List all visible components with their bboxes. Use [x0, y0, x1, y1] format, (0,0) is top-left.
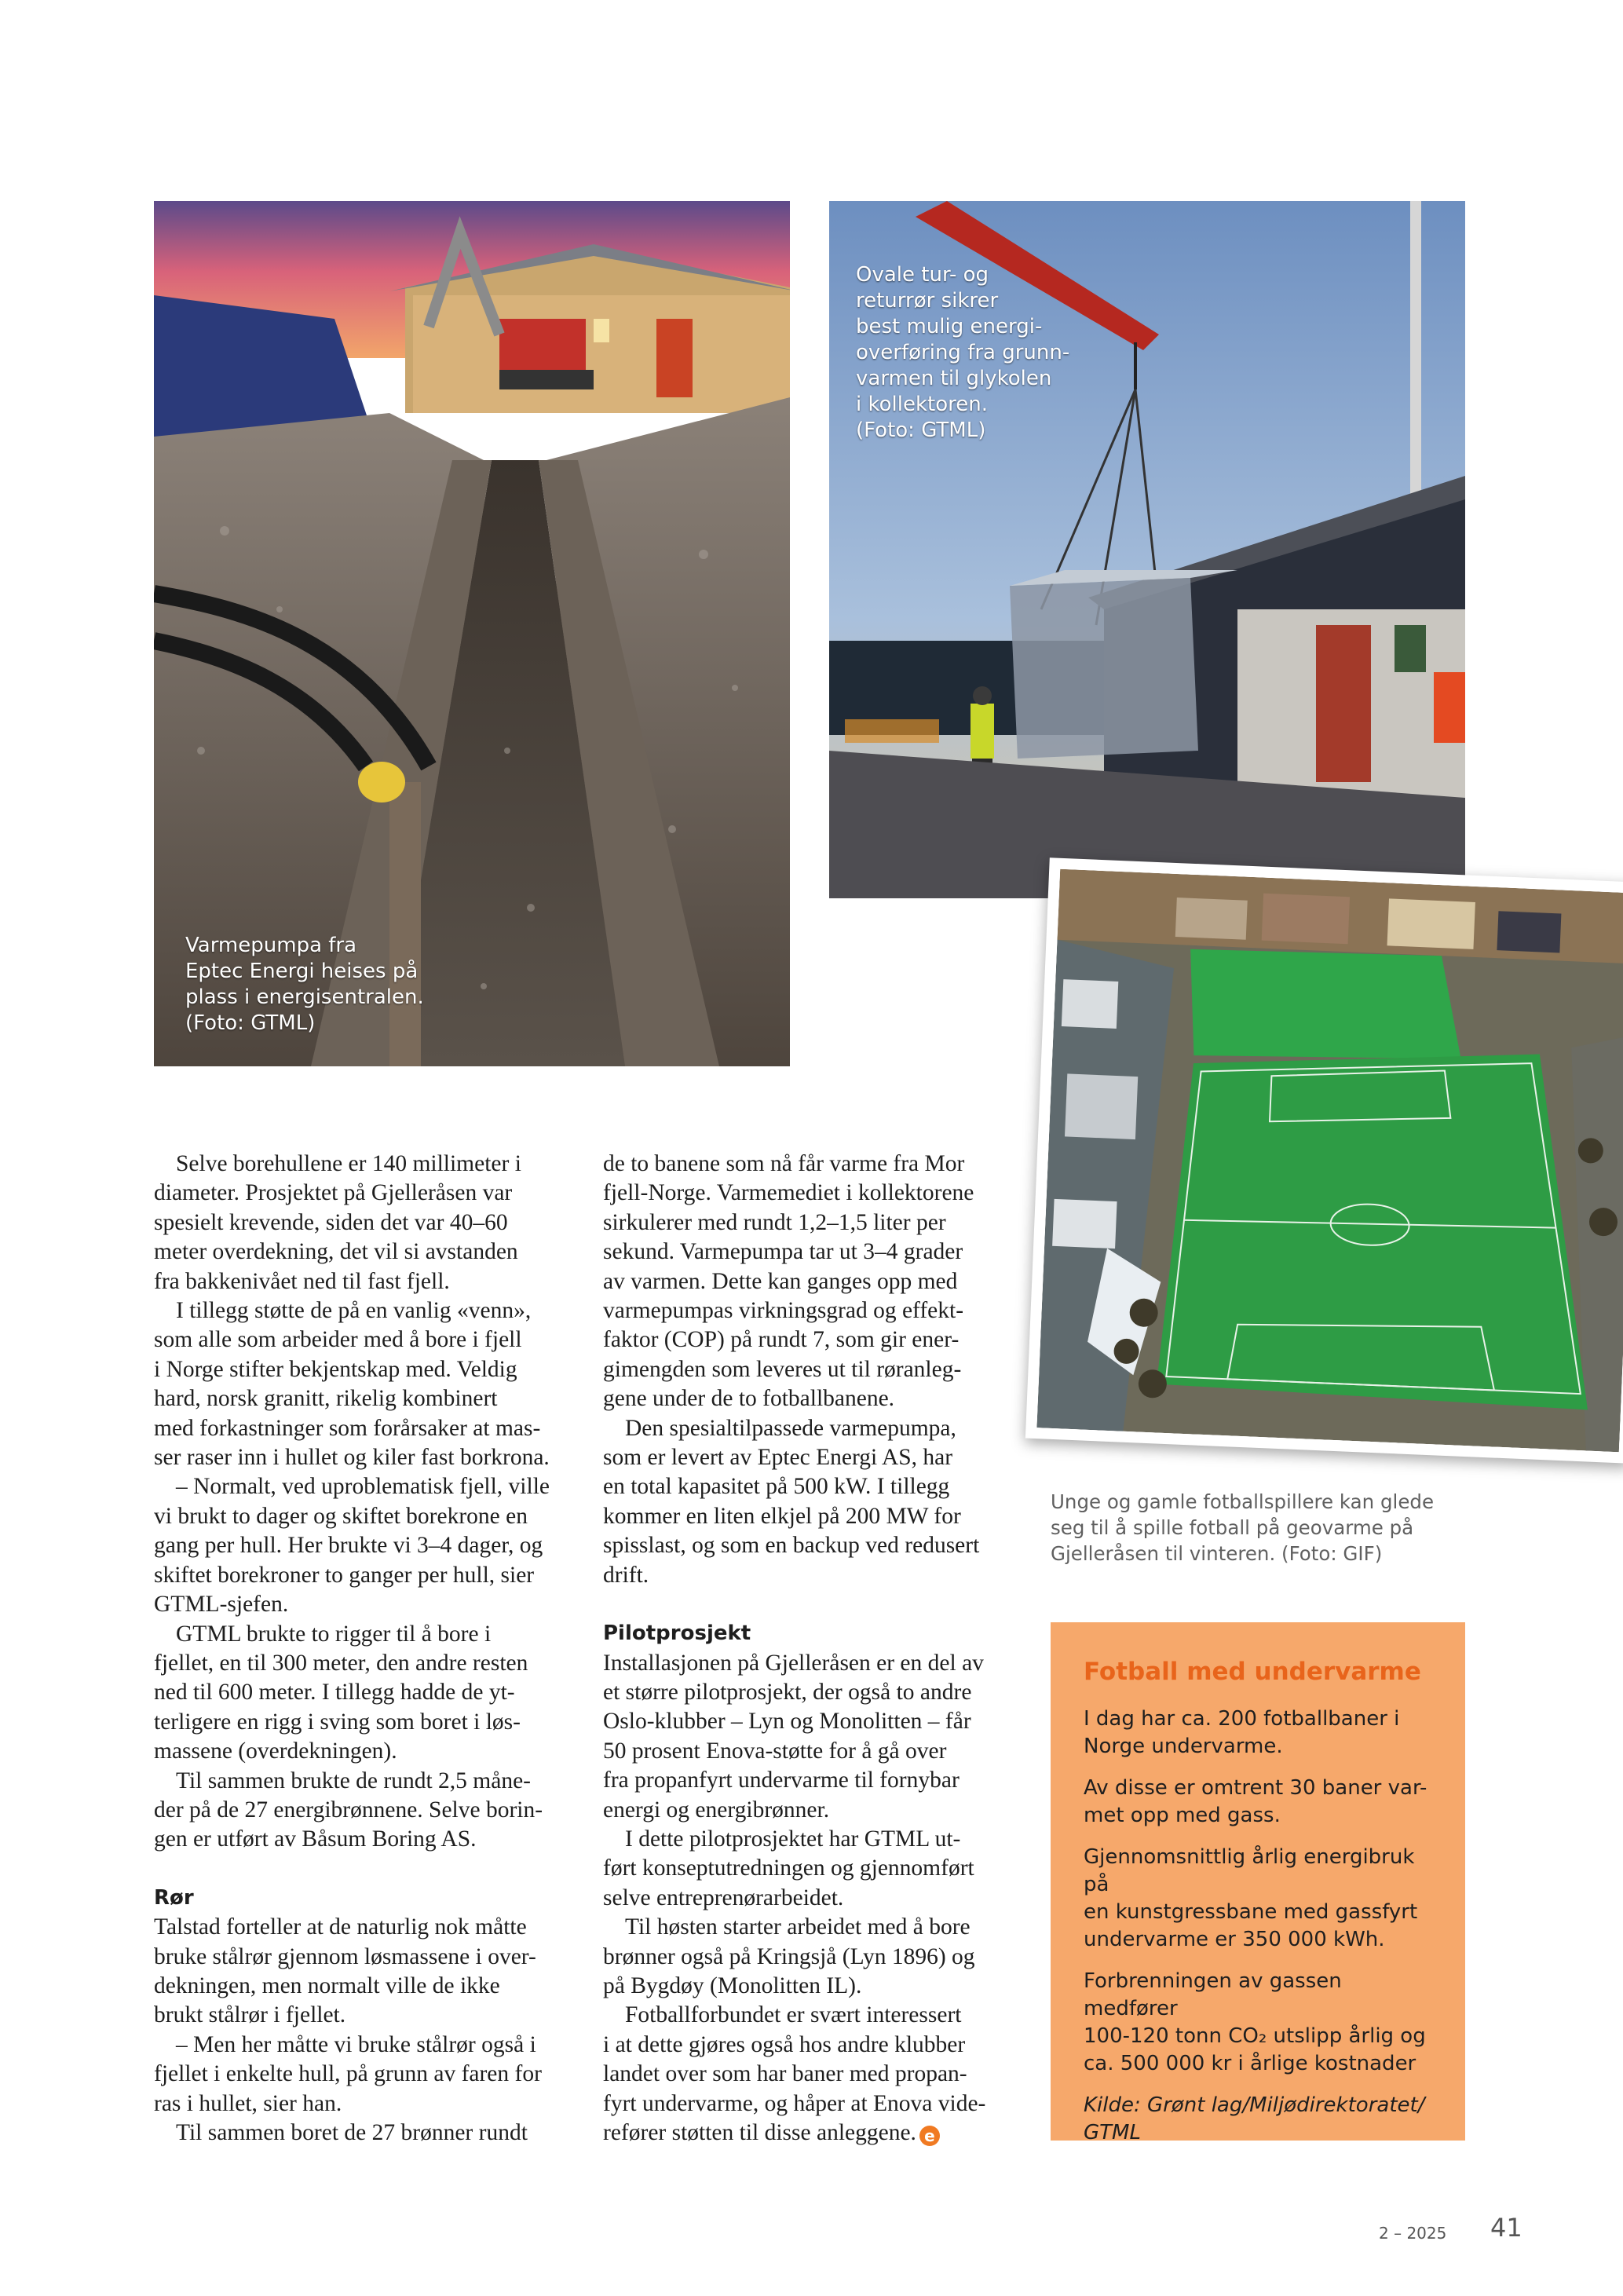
factbox-paragraph: I dag har ca. 200 fotballbaner i Norge undervarme. — [1084, 1707, 1400, 1758]
article-paragraph-text: Fotballforbundet er svært interessert i at dette gjøres også hos andre klubber landet over som har baner med propan- fyrt undervarme, og håper at Enova vide- refører støtten til disse anleggene. — [603, 2002, 986, 2145]
factbox-paragraph: Gjennomsnittlig årlig energibruk på en kunstgressbane med gassfyrt undervarme er 350 000 kWh. — [1084, 1845, 1418, 1951]
article-paragraph: I tillegg støtte de på en vanlig «venn», som alle som arbeider med å bore i fjell i Norge stifter bekjentskap med. Veldig hard, norsk granitt, rikelig kombinert med forkastninger som forårsaker at mas- ser raser inn i hullet og kiler fast borkrona. — [154, 1298, 550, 1471]
article-paragraph: – Men her måtte vi bruke stålrør også i fjellet i enkelte hull, på grunn av faren for ras i hullet, sier han. — [154, 2031, 542, 2116]
article-paragraph: Talstad forteller at de naturlig nok måtte bruke stålrør gjennom løsmassene i over- dekningen, men normalt ville de ikke brukt stålrør i fjellet. — [154, 1914, 536, 2028]
paragraph-spacer — [603, 1590, 1011, 1619]
article-paragraph: Til sammen boret de 27 brønner rundt — [176, 2120, 528, 2145]
article-middle-column — [603, 1150, 1011, 2148]
factbox-paragraph: Forbrenningen av gassen medfører 100-120 tonn CO₂ utslipp årlig og ca. 500 000 kr i årlige kostnader — [1084, 1969, 1426, 2075]
factbox-paragraph: Av disse er omtrent 30 baner var- met opp med gass. — [1084, 1776, 1427, 1827]
article-paragraph: – Normalt, ved uproblematisk fjell, ville vi brukt to dager og skiftet borekrone en gang per hull. Her brukte vi 3–4 dager, og skiftet borekroner to ganger per hull, sier GTML-sjefen. — [154, 1474, 550, 1618]
article-left-column — [154, 1150, 550, 2148]
article-paragraph: GTML brukte to rigger til å bore i fjellet, en til 300 meter, den andre resten ned til 600 meter. I tillegg hadde de yt- terligere en rigg i sving som boret i løs- massene (overdekningen). — [154, 1621, 528, 1764]
section-heading-pilotprosjekt: Pilotprosjekt — [603, 1621, 751, 1646]
footer-issue: 2 – 2025 — [1379, 2224, 1447, 2243]
article-paragraph: Installasjonen på Gjelleråsen er en del av et større pilotprosjekt, der også to andre Oslo-klubber – Lyn og Monolitten – får 50 prosent Enova-støtte for å gå over fra propanfyrt undervarme til fornybar energi og energibrønner. — [603, 1650, 984, 1823]
heatpump-photo-caption: Ovale tur- og returrør sikrer best mulig energi- overføring fra grunn- varmen til glykolen i kollektoren. (Foto: GTML) — [856, 263, 1070, 442]
article-paragraph: Til sammen brukte de rundt 2,5 måne- der på de 27 energibrønnene. Selve borin- gen er utført av Båsum Boring AS. — [154, 1768, 543, 1852]
article-paragraph: de to banene som nå får varme fra Mor fjell-Norge. Varmemediet i kollektorene sirkulerer med rundt 1,2–1,5 liter per sekund. Varmepumpa tar ut 3–4 grader av varmen. Dette kan ganges opp med varmepumpas virkningsgrad og effekt- faktor (COP) på rundt 7, som gir ener- gimengden som leveres ut til røranleg- gene under de to fotballbanene. — [603, 1151, 974, 1412]
article-paragraph-last — [603, 2001, 1011, 2148]
trench-photo — [154, 201, 790, 1066]
paragraph-spacer — [154, 1855, 550, 1884]
field-photo — [1036, 869, 1623, 1452]
heatpump-photo — [829, 201, 1465, 898]
article-paragraph: Den spesialtilpassede varmepumpa, som er levert av Eptec Energi AS, har en total kapasitet på 500 kW. I tillegg kommer en liten elkjel på 200 MW for spisslast, og som en backup ved redusert drift. — [603, 1415, 980, 1588]
article-paragraph: I dette pilotprosjektet har GTML ut- ført konseptutredningen og gjennomført selve entreprenørarbeidet. — [603, 1826, 974, 1910]
field-photo-illustration — [1036, 869, 1623, 1452]
article-paragraph: Selve borehullene er 140 millimeter i diameter. Prosjektet på Gjelleråsen var spesielt krevende, siden det var 40–60 meter overdekning, det vil si avstanden fra bakkenivået ned til fast fjell. — [154, 1151, 521, 1294]
article-paragraph: Til høsten starter arbeidet med å bore brønner også på Kringsjå (Lyn 1896) og på Bygdøy (Monolitten IL). — [603, 1914, 975, 1998]
factbox-title: Fotball med undervarme — [1084, 1658, 1421, 1686]
factbox — [1051, 1622, 1465, 2144]
trench-photo-caption: Varmepumpa fra Eptec Energi heises på plass i energisentralen. (Foto: GTML) — [185, 934, 424, 1035]
factbox-source: Kilde: Grønt lag/Miljødirektoratet/ GTML — [1084, 2093, 1425, 2144]
section-heading-ror: Rør — [154, 1885, 194, 1910]
field-photo-frame — [1025, 857, 1623, 1464]
page-number: 41 — [1490, 2213, 1522, 2243]
end-of-article-icon: e — [919, 2126, 940, 2146]
field-photo-caption: Unge og gamle fotballspillere kan glede seg til å spille fotball på geovarme på Gjelleråsen til vinteren. (Foto: GIF) — [1051, 1490, 1435, 1565]
